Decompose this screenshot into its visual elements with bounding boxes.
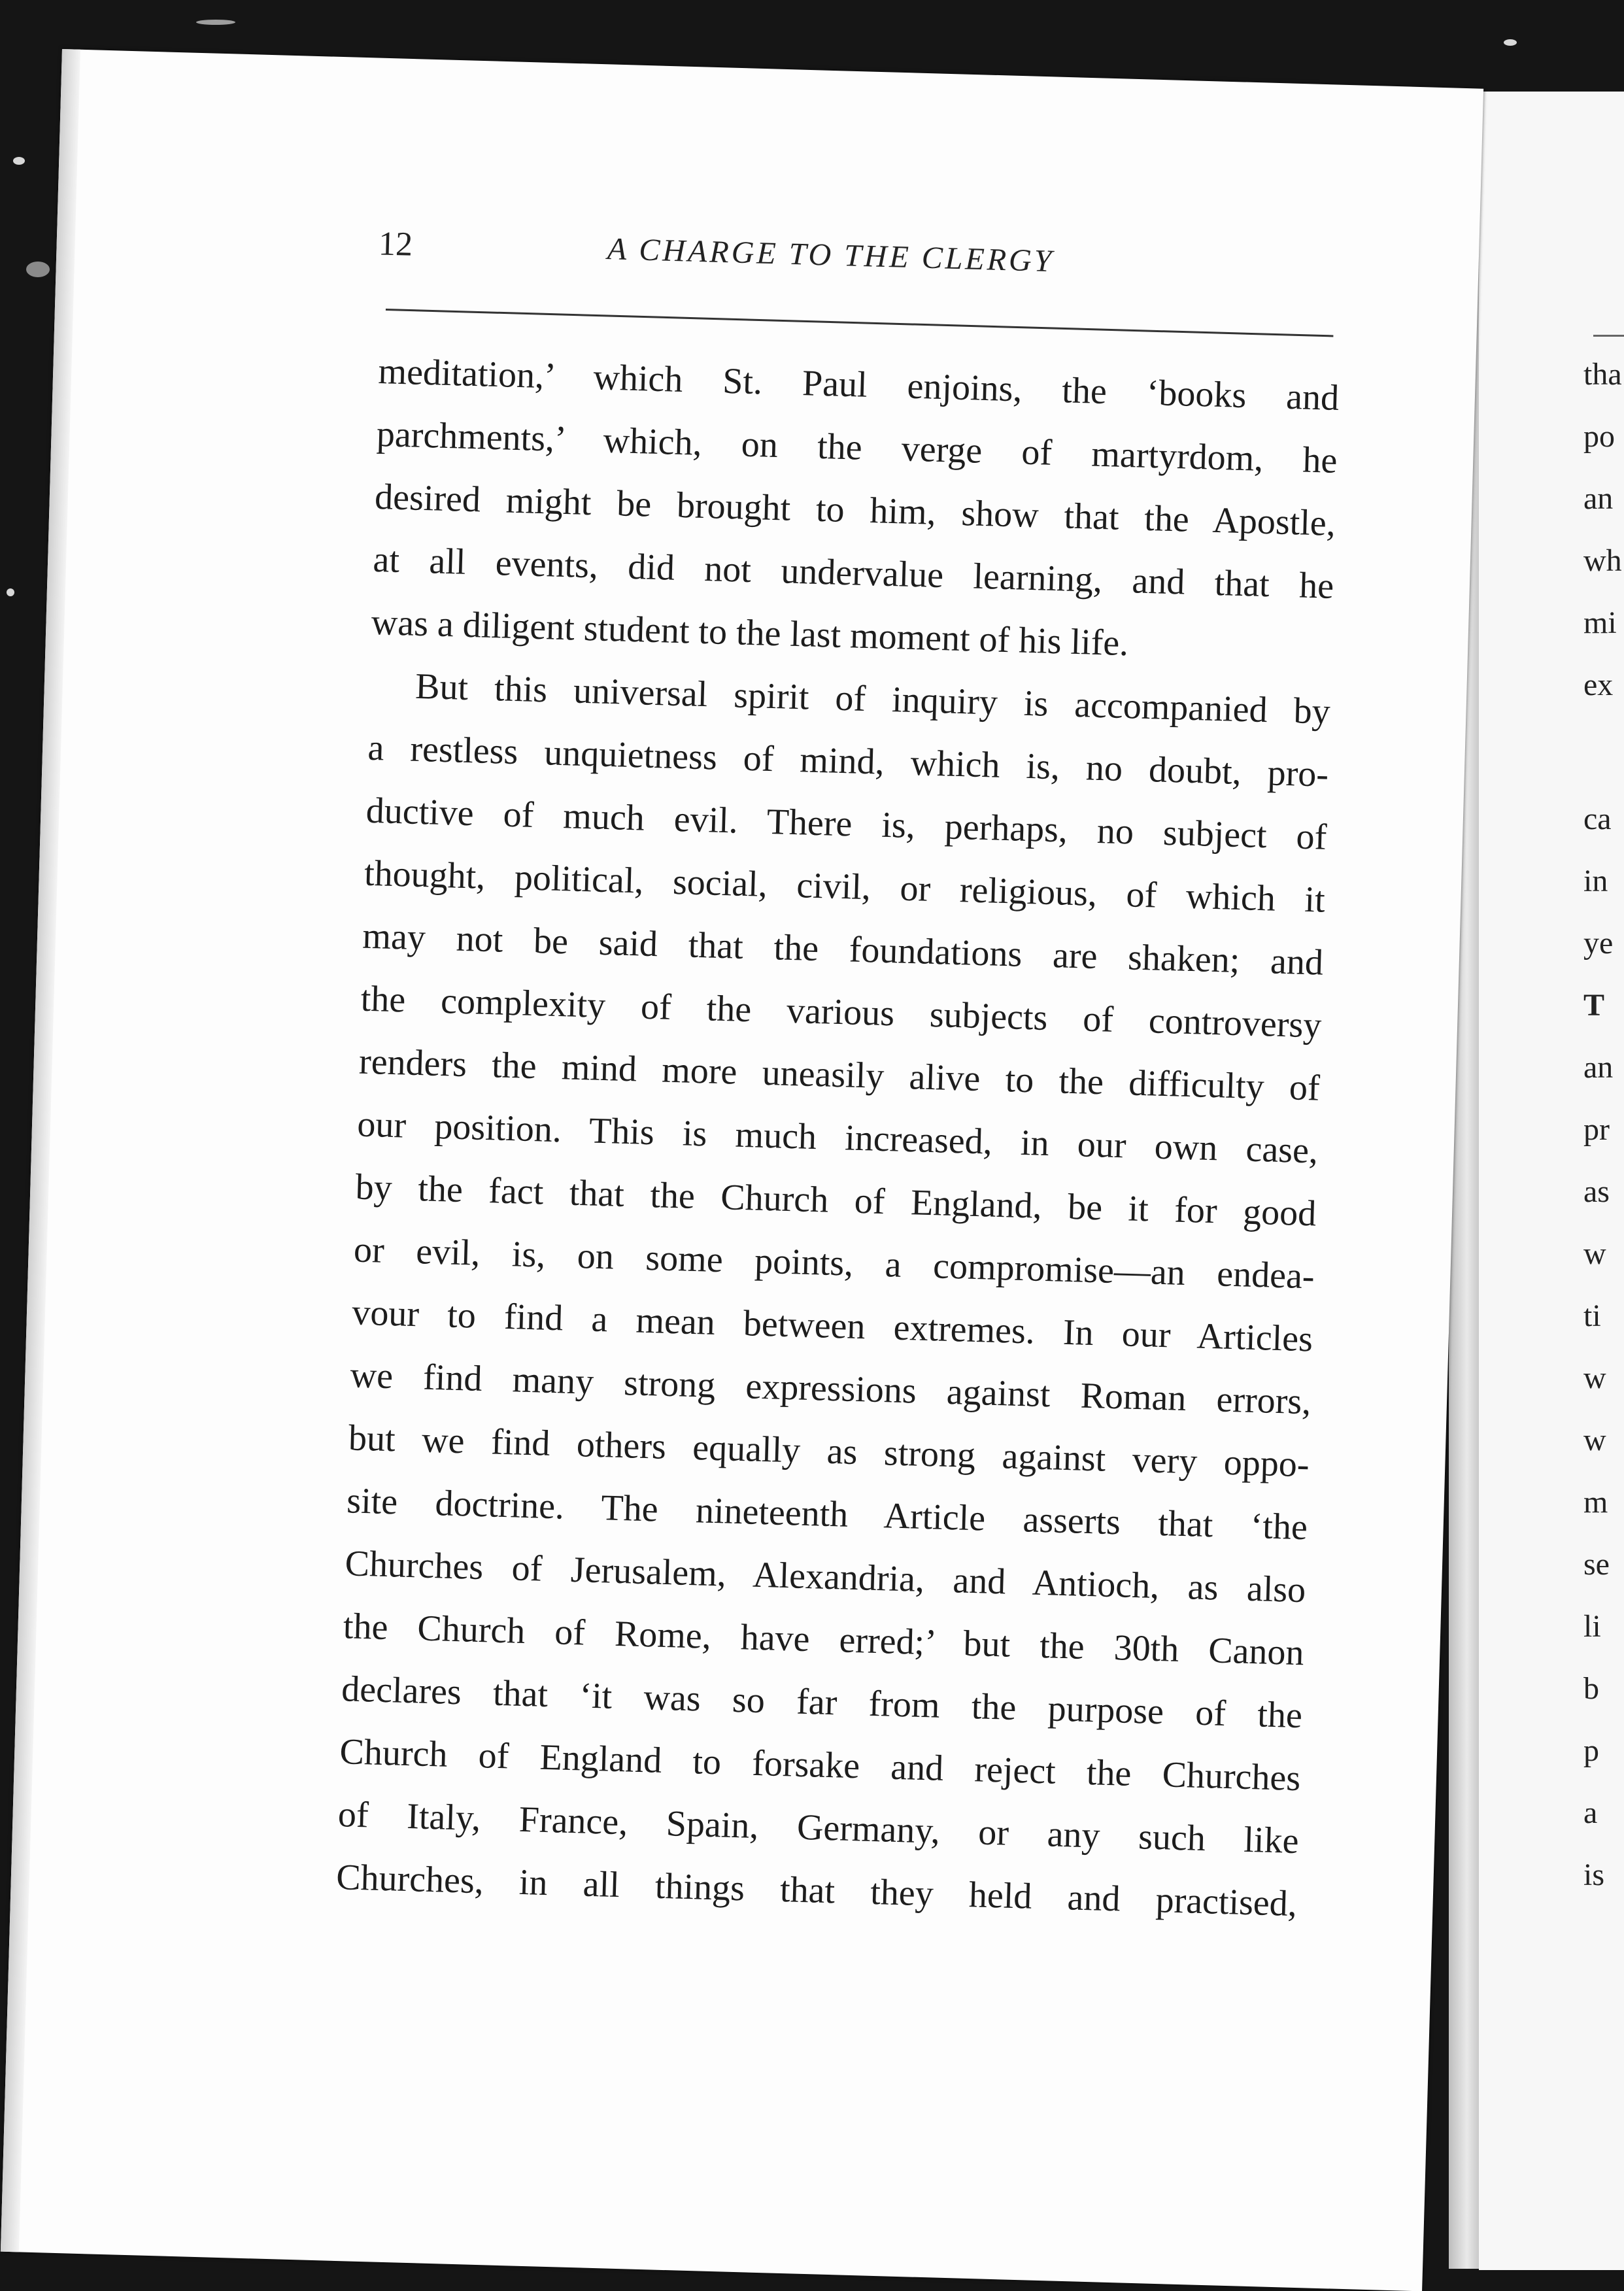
text-line: ductive of much evil. There is, perhaps, no subject of (365, 790, 1328, 858)
page-edge (1, 49, 80, 2252)
facing-page-fragment: mi (1583, 605, 1617, 640)
text-line: declares that ‘it was so far from the purpose of the (341, 1669, 1303, 1737)
facing-page-rule (1593, 335, 1624, 337)
facing-page-fragment: m (1583, 1485, 1608, 1519)
scan-speck (7, 588, 14, 596)
facing-page-fragment: b (1583, 1671, 1599, 1706)
facing-page-fragment: an (1583, 1050, 1614, 1085)
facing-page-fragment: wh (1583, 543, 1622, 578)
scan-speck (13, 157, 25, 165)
facing-page-fragment: tha (1583, 357, 1622, 392)
text-line: renders the mind more uneasily alive to the difficulty of (358, 1041, 1321, 1109)
text-line: meditation,’ which St. Paul enjoins, the ‘books and (377, 350, 1340, 419)
facing-page-fragment: an (1583, 481, 1614, 516)
facing-page-fragment: pr (1583, 1112, 1610, 1147)
facing-page-fragment: in (1583, 864, 1608, 898)
facing-page-fragment: ye (1583, 926, 1614, 960)
facing-page-fragment: w (1583, 1423, 1606, 1457)
text-line: the Church of Rome, have erred;’ but the 30th Canon (343, 1606, 1305, 1674)
text-line: Church of England to forsake and reject the Churches (339, 1731, 1301, 1799)
scan-speck (1504, 39, 1517, 46)
text-line: or evil, is, on some points, a compromise—an endea- (353, 1229, 1315, 1297)
text-line: was a diligent student to the last moment of his life. (371, 602, 1130, 664)
facing-page-fragment: li (1583, 1609, 1601, 1644)
text-line: but we find others equally as strong against very oppo- (348, 1417, 1310, 1485)
facing-page-fragment: as (1583, 1174, 1610, 1209)
text-line: thought, political, social, civil, or religious, of which it (364, 853, 1326, 921)
text-line: may not be said that the foundations are shaken; and (362, 915, 1324, 983)
text-line: the complexity of the various subjects of controversy (360, 978, 1323, 1046)
scan-speck (26, 262, 50, 277)
text-line: we find many strong expressions against Roman errors, (349, 1355, 1312, 1423)
facing-page-fragment: a (1583, 1795, 1598, 1830)
facing-page-fragment: w (1583, 1236, 1606, 1271)
facing-page-fragment: T (1583, 988, 1605, 1023)
scan-speck (196, 20, 235, 25)
text-line: a restless unquietness of mind, which is, no doubt, pro- (367, 727, 1329, 795)
text-line: desired might be brought to him, show that the Apostle, (374, 476, 1336, 544)
text-line: at all events, did not undervalue learning, and that he (372, 539, 1334, 607)
facing-page (1479, 92, 1624, 2270)
text-line: Churches, in all things that they held and practised, (335, 1857, 1298, 1925)
text-line: parchments,’ which, on the verge of martyrdom, he (376, 413, 1338, 481)
facing-page-fragment: po (1583, 419, 1615, 454)
text-line: site doctrine. The nineteenth Article asserts that ‘the (346, 1480, 1308, 1548)
text-line: vour to find a mean between extremes. In our Articles (351, 1292, 1313, 1360)
body-text (335, 340, 1340, 1935)
facing-page-fragment: w (1583, 1361, 1606, 1395)
running-head-title: A CHARGE TO THE CLERGY (607, 231, 1055, 279)
facing-page-fragment: p (1583, 1733, 1599, 1768)
page-number: 12 (378, 225, 413, 263)
facing-page-fragment: is (1583, 1858, 1605, 1892)
text-line: of Italy, France, Spain, Germany, or any such like (337, 1794, 1300, 1862)
text-line: by the fact that the Church of England, be it for good (354, 1166, 1317, 1234)
facing-page-fragment: ti (1583, 1298, 1601, 1333)
text-line: But this universal spirit of inquiry is accompanied by (414, 666, 1331, 732)
facing-page-fragment: ex (1583, 668, 1614, 702)
facing-page-fragment: se (1583, 1547, 1610, 1582)
facing-page-fragment: ca (1583, 802, 1612, 836)
text-line: our position. This is much increased, in our own case, (356, 1104, 1319, 1172)
text-line: Churches of Jerusalem, Alexandria, and Antioch, as also (344, 1543, 1307, 1611)
